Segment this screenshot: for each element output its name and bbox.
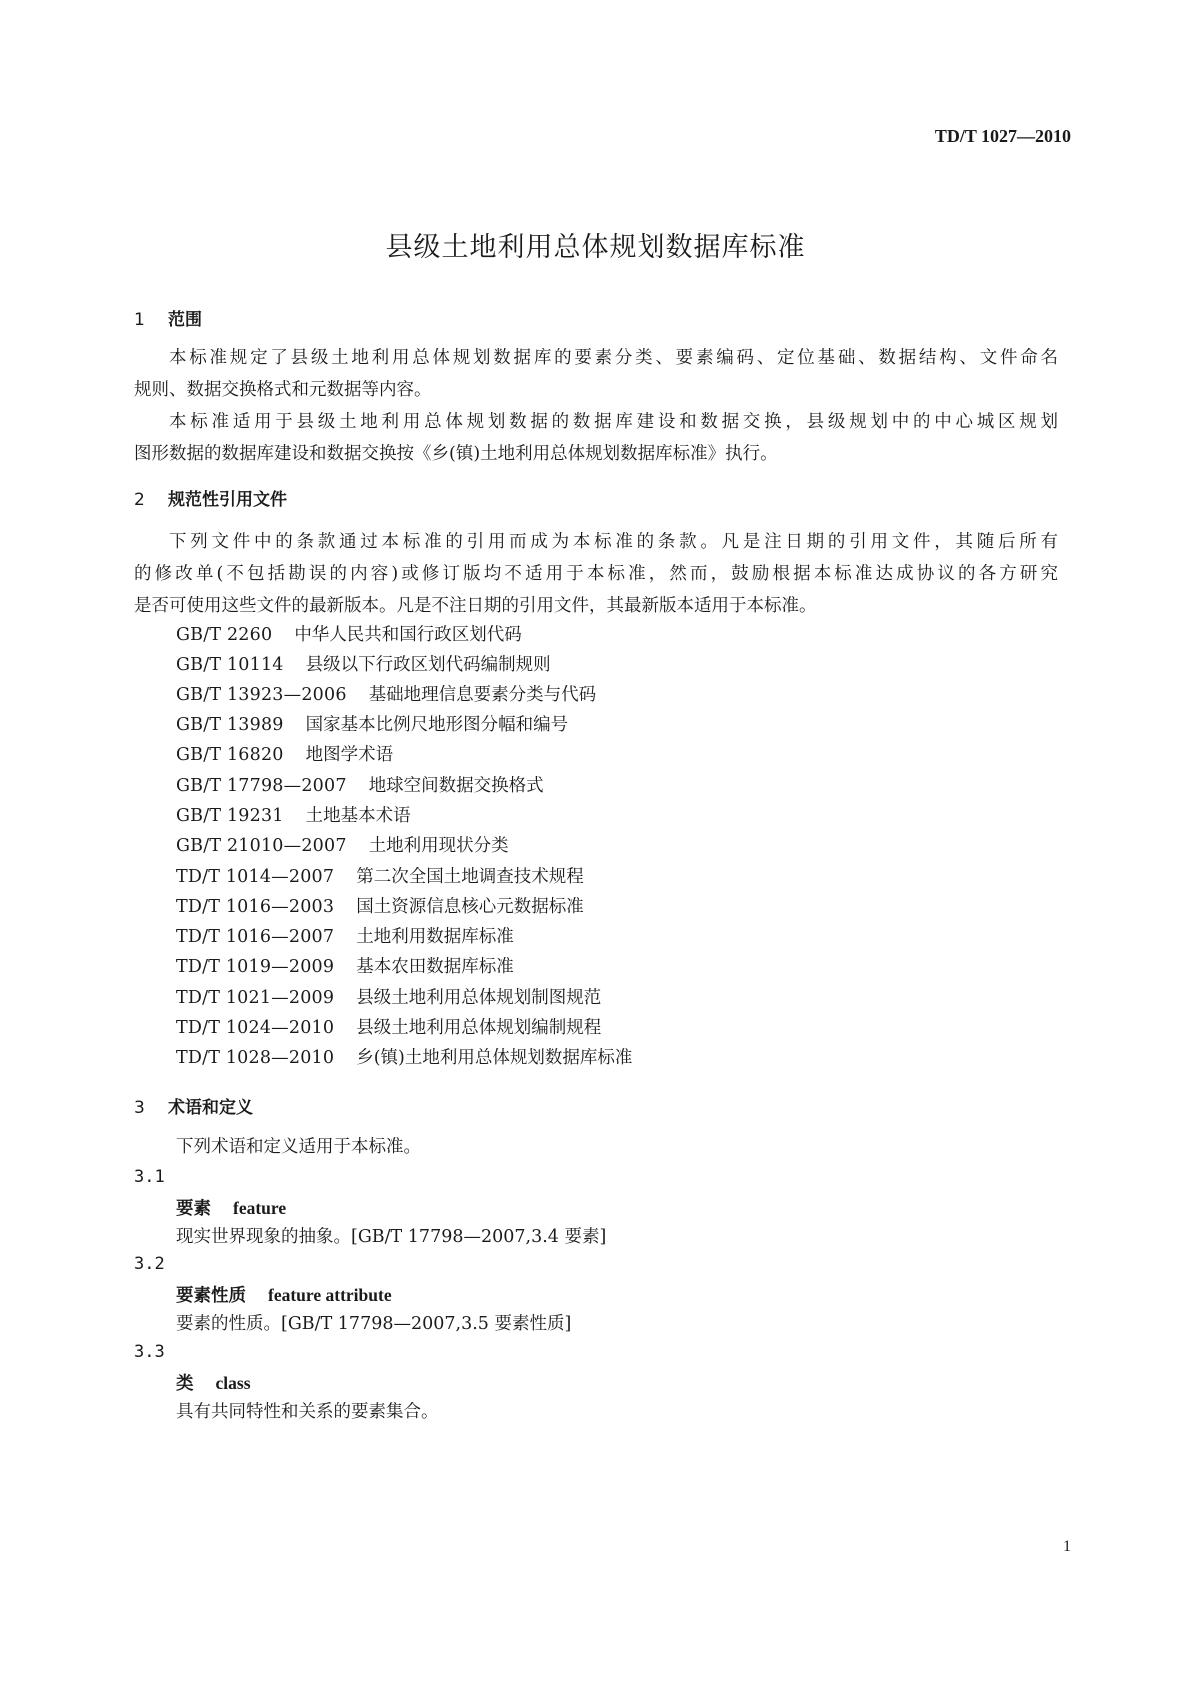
term-chinese: 类 (176, 1374, 194, 1394)
reference-code: TD/T 1028—2010 (176, 1048, 335, 1068)
page-number: 1 (1063, 1538, 1071, 1555)
paragraph-line: 的修改单(不包括勘误的内容)或修订版均不适用于本标准，然而，鼓励根据本标准达成协议的各方研究 (134, 564, 1058, 584)
reference-name: 地图学术语 (305, 745, 394, 765)
section-title: 术语和定义 (168, 1098, 253, 1118)
reference-code: GB/T 10114 (176, 655, 284, 675)
term-english: feature attribute (268, 1285, 392, 1305)
section-title: 规范性引用文件 (168, 490, 287, 510)
reference-code: TD/T 1014—2007 (176, 867, 335, 887)
reference-item (176, 830, 509, 862)
reference-code: GB/T 21010—2007 (176, 836, 347, 856)
term-definition: 要素的性质。[GB/T 17798—2007,3.5 要素性质] (176, 1314, 572, 1334)
reference-item (176, 1012, 601, 1044)
reference-item (176, 1042, 632, 1074)
term-entry (176, 1282, 392, 1307)
reference-code: GB/T 13923—2006 (176, 685, 347, 705)
paragraph-line: 图形数据的数据库建设和数据交换按《乡(镇)土地利用总体规划数据库标准》执行。 (134, 444, 778, 464)
paragraph-line: 本标准适用于县级土地利用总体规划数据的数据库建设和数据交换，县级规划中的中心城区规划 (169, 412, 1058, 432)
paragraph-line: 下列文件中的条款通过本标准的引用而成为本标准的条款。凡是注日期的引用文件，其随后所有 (169, 532, 1058, 552)
reference-item (176, 679, 596, 711)
term-chinese: 要素性质 (176, 1286, 246, 1306)
section-heading-scope (134, 305, 202, 330)
paragraph-line: 是否可使用这些文件的最新版本。凡是不注日期的引用文件，其最新版本适用于本标准。 (134, 596, 817, 616)
section-number: 1 (134, 310, 145, 330)
scope-paragraph-1 (134, 342, 1058, 406)
paragraph-line: 本标准规定了县级土地利用总体规划数据库的要素分类、要素编码、定位基础、数据结构、文件命名 (169, 348, 1058, 368)
terms-intro: 下列术语和定义适用于本标准。 (176, 1137, 421, 1157)
reference-name: 乡(镇)土地利用总体规划数据库标准 (356, 1048, 633, 1068)
reference-code: TD/T 1024—2010 (176, 1018, 335, 1038)
reference-name: 基础地理信息要素分类与代码 (368, 685, 597, 705)
reference-code: GB/T 16820 (176, 745, 284, 765)
term-number: 3.1 (134, 1167, 165, 1187)
reference-name: 第二次全国土地调查技术规程 (356, 867, 584, 887)
term-entry (176, 1195, 286, 1220)
reference-name: 县级土地利用总体规划编制规程 (356, 1018, 602, 1038)
reference-code: GB/T 19231 (176, 806, 284, 826)
term-english: feature (233, 1198, 287, 1218)
reference-name: 国家基本比例尺地形图分幅和编号 (305, 715, 569, 735)
section-number: 3 (134, 1098, 145, 1118)
reference-item (176, 800, 411, 832)
reference-code: GB/T 17798—2007 (176, 776, 347, 796)
paragraph-line: 规则、数据交换格式和元数据等内容。 (134, 380, 432, 400)
reference-code: GB/T 13989 (176, 715, 284, 735)
reference-code: TD/T 1016—2007 (176, 927, 335, 947)
reference-item (176, 770, 544, 802)
reference-name: 基本农田数据库标准 (356, 957, 514, 977)
reference-name: 地球空间数据交换格式 (368, 776, 544, 796)
term-definition: 现实世界现象的抽象。[GB/T 17798—2007,3.4 要素] (176, 1227, 607, 1247)
reference-item (176, 982, 601, 1014)
reference-code: TD/T 1016—2003 (176, 897, 335, 917)
reference-item (176, 921, 514, 953)
reference-item (176, 861, 584, 893)
reference-item (176, 709, 568, 741)
reference-code: TD/T 1019—2009 (176, 957, 335, 977)
reference-code: TD/T 1021—2009 (176, 988, 335, 1008)
term-chinese: 要素 (176, 1199, 211, 1219)
reference-name: 土地利用数据库标准 (356, 927, 514, 947)
reference-name: 中华人民共和国行政区划代码 (294, 625, 522, 645)
scope-paragraph-2 (134, 406, 1058, 470)
reference-name: 国土资源信息核心元数据标准 (356, 897, 584, 917)
normative-intro-paragraph (134, 526, 1058, 622)
reference-name: 县级土地利用总体规划制图规范 (356, 988, 602, 1008)
reference-name: 土地基本术语 (305, 806, 411, 826)
reference-name: 县级以下行政区划代码编制规则 (305, 655, 551, 675)
reference-item (176, 739, 393, 771)
term-number: 3.3 (134, 1342, 165, 1362)
term-number: 3.2 (134, 1254, 165, 1274)
reference-item (176, 951, 514, 983)
reference-item (176, 619, 522, 651)
section-heading-terms (134, 1093, 253, 1118)
term-definition: 具有共同特性和关系的要素集合。 (176, 1402, 439, 1422)
standard-code: TD/T 1027—2010 (934, 126, 1071, 146)
term-english: class (215, 1373, 251, 1393)
document-title: 县级土地利用总体规划数据库标准 (385, 232, 806, 263)
term-entry (176, 1370, 251, 1395)
section-heading-normative-references (134, 485, 287, 510)
section-number: 2 (134, 490, 145, 510)
reference-code: GB/T 2260 (176, 625, 273, 645)
reference-item (176, 891, 584, 923)
section-title: 范围 (168, 310, 202, 330)
reference-name: 土地利用现状分类 (368, 836, 509, 856)
reference-item (176, 649, 551, 681)
